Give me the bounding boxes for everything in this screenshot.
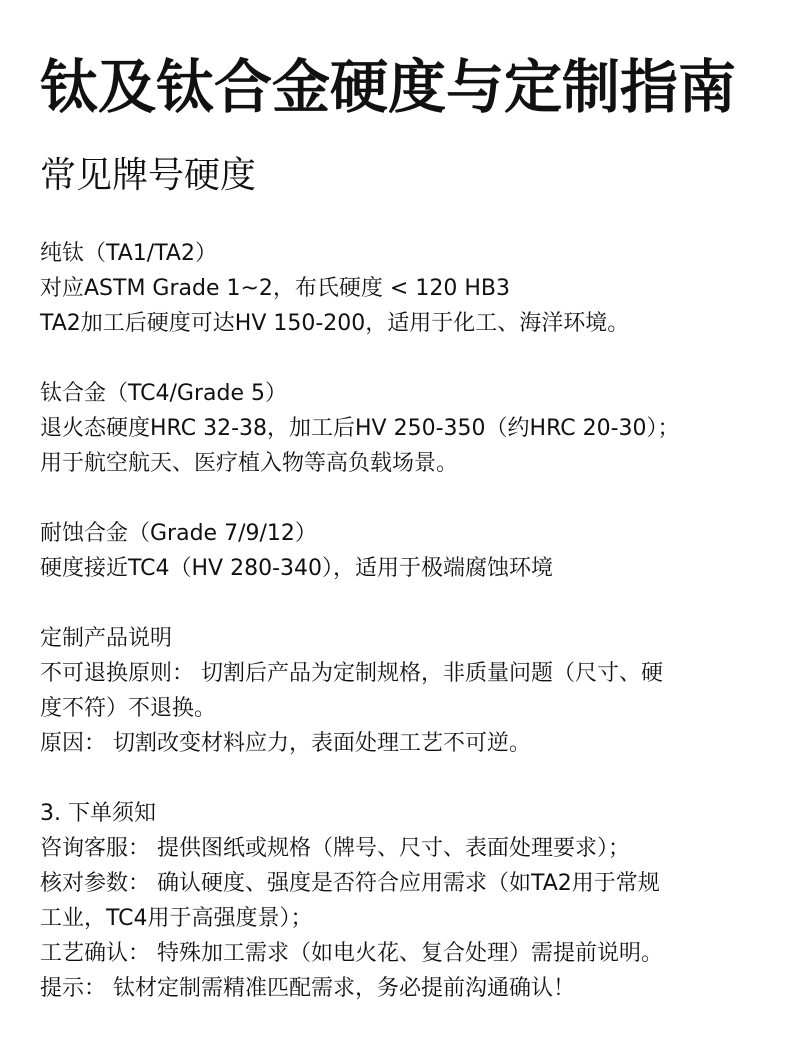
text-line: 咨询客服： 提供图纸或规格（牌号、尺寸、表面处理要求）； xyxy=(40,836,630,861)
spacer xyxy=(40,761,760,796)
text-line: 核对参数： 确认硬度、强度是否符合应用需求（如TA2用于常规 xyxy=(40,871,660,896)
section-custom-products-heading: 定制产品说明 xyxy=(40,626,173,651)
text-line: 退火态硬度HRC 32-38，加工后HV 250-350（约HRC 20-30）； xyxy=(40,416,680,441)
section-pure-titanium-heading: 纯钛（TA1/TA2） xyxy=(40,241,217,266)
section-order-notes-heading: 3. 下单须知 xyxy=(40,801,156,826)
spacer xyxy=(40,481,760,516)
text-line: TA2加工后硬度可达HV 150-200，适用于化工、海洋环境。 xyxy=(40,311,630,336)
section-corrosion-alloy-heading: 耐蚀合金（Grade 7/9/12） xyxy=(40,521,317,546)
text-line: 提示： 钛材定制需精准匹配需求，务必提前沟通确认！ xyxy=(40,976,575,1001)
text-line: 不可退换原则： 切割后产品为定制规格，非质量问题（尺寸、硬 xyxy=(40,661,663,686)
document-body xyxy=(40,236,760,1006)
text-line: 度不符）不退换。 xyxy=(40,696,217,721)
text-line: 对应ASTM Grade 1~2，布氏硬度 < 120 HB3 xyxy=(40,276,510,301)
spacer xyxy=(40,341,760,376)
text-line: 用于航空航天、医疗植入物等高负载场景。 xyxy=(40,451,459,476)
spacer xyxy=(40,586,760,621)
page-title: 钛及钛合金硬度与定制指南 xyxy=(40,53,737,121)
text-line: 工业，TC4用于高强度景）； xyxy=(40,906,313,931)
text-line: 硬度接近TC4（HV 280-340），适用于极端腐蚀环境 xyxy=(40,556,554,581)
text-line: 工艺确认： 特殊加工需求（如电火花、复合处理）需提前说明。 xyxy=(40,941,663,966)
section-titanium-alloy-heading: 钛合金（TC4/Grade 5） xyxy=(40,381,287,406)
text-line: 原因： 切割改变材料应力，表面处理工艺不可逆。 xyxy=(40,731,531,756)
section-heading: 常见牌号硬度 xyxy=(40,155,257,196)
